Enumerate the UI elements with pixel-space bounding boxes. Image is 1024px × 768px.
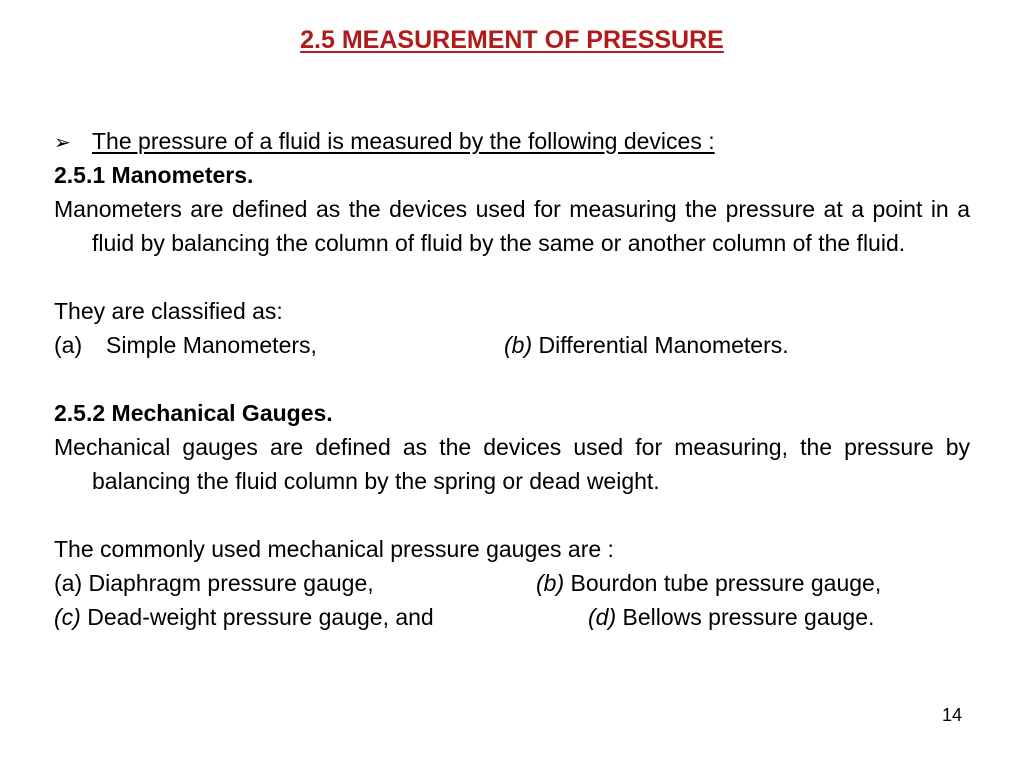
intro-text: The pressure of a fluid is measured by the following devices : (92, 128, 715, 154)
manometers-definition: Manometers are defined as the devices used for measuring the pressure at a point in a fluid by balancing the column of fluid by the same or another column of the fluid. (54, 196, 970, 256)
item-b-text: Differential Manometers. (538, 332, 789, 358)
slide-title: 2.5 MEASUREMENT OF PRESSURE (300, 26, 724, 54)
gauges-common-label: The commonly used mechanical pressure gauges are : (54, 536, 614, 562)
intro-bullet (54, 124, 715, 160)
manometer-item-a-text: Simple Manometers, (106, 332, 317, 358)
page-number: 14 (941, 705, 962, 725)
manometer-item-b (504, 328, 789, 362)
gauges-definition: Mechanical gauges are defined as the devices used for measuring, the pressure by balancing the fluid column by the spring or dead weight. (54, 434, 970, 494)
gauge-item-c (54, 600, 434, 634)
gauge-item-c-marker: (c) (54, 604, 81, 630)
gauge-item-b-marker: (b) (536, 570, 565, 596)
item-b-marker: (b) (504, 332, 533, 358)
gauge-item-b-text: Bourdon tube pressure gauge, (570, 570, 882, 596)
gauge-item-d (588, 600, 874, 634)
gauge-item-d-text: Bellows pressure gauge. (622, 604, 875, 630)
gauge-item-b (536, 566, 881, 600)
item-a-marker: (a) (54, 332, 83, 358)
manometers-classified-label: They are classified as: (54, 298, 283, 324)
arrow-bullet-icon: ➢ (54, 132, 71, 154)
gauge-item-a-marker: (a) (54, 570, 83, 596)
manometer-item-a (54, 328, 82, 362)
manometers-heading: 2.5.1 Manometers. (54, 162, 254, 188)
gauge-item-a-text: Diaphragm pressure gauge, (88, 570, 374, 596)
gauges-heading: 2.5.2 Mechanical Gauges. (54, 400, 333, 426)
gauge-item-c-text: Dead-weight pressure gauge, and (87, 604, 434, 630)
gauge-item-d-marker: (d) (588, 604, 617, 630)
gauge-item-a (54, 566, 374, 600)
